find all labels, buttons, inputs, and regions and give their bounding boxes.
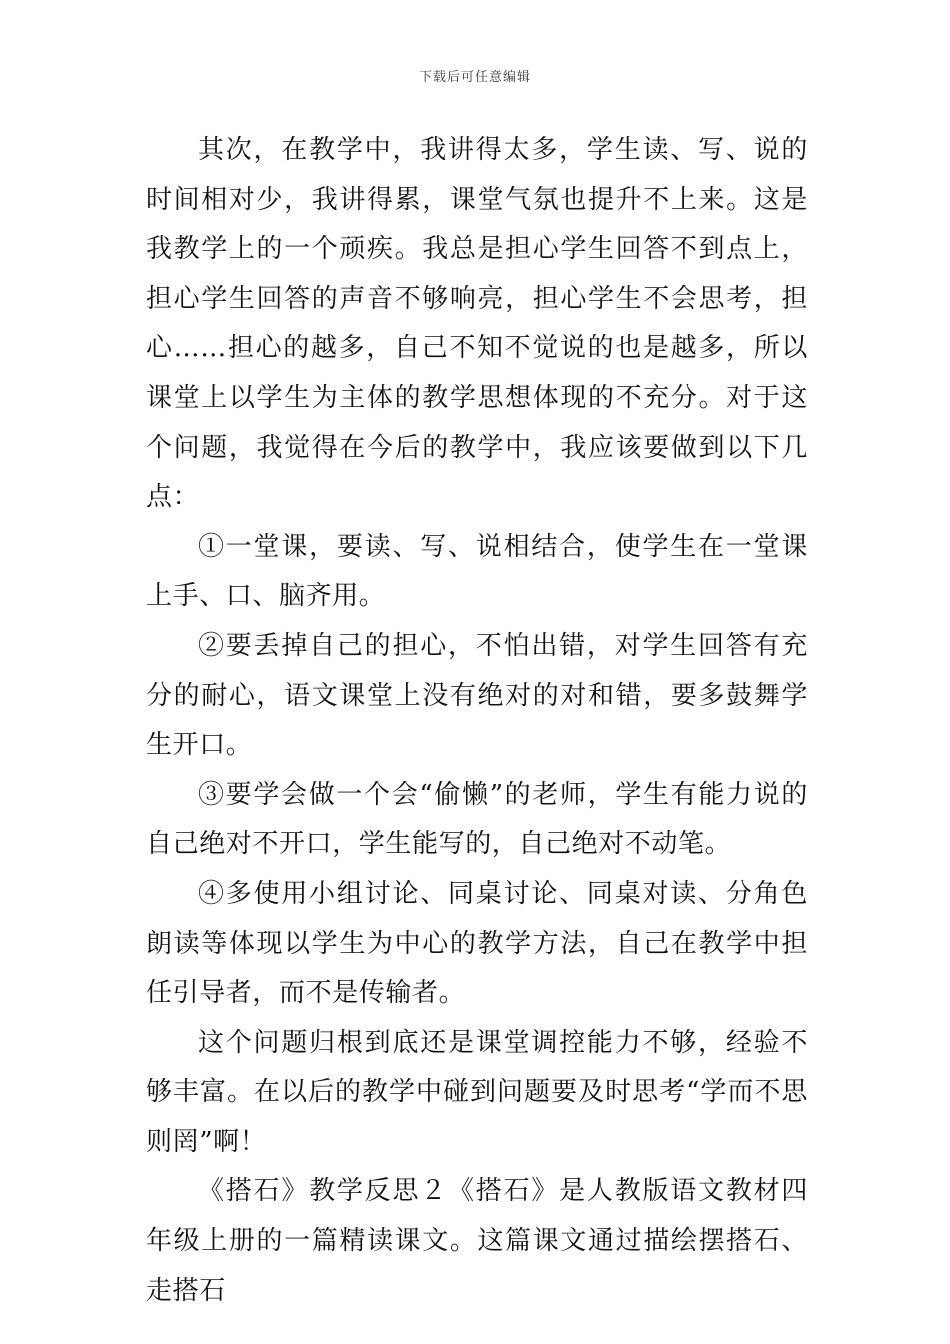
paragraph: 这个问题归根到底还是课堂调控能力不够，经验不够丰富。在以后的教学中碰到问题要及时思考“学而不思则罔”啊！ [146,1027,808,1157]
paragraph: 《搭石》教学反思２《搭石》是人教版语文教材四年级上册的一篇精读课文。这篇课文通过描绘摆搭石、走搭石 [146,1176,808,1306]
paragraph: ④多使用小组讨论、同桌讨论、同桌对读、分角色朗读等体现以学生为中心的教学方法，自己在教学中担任引导者，而不是传输者。 [146,878,808,1009]
paragraph: ①一堂课，要读、写、说相结合，使学生在一堂课上手、口、脑齐用。 [146,531,808,612]
paragraph: 其次，在教学中，我讲得太多，学生读、写、说的时间相对少，我讲得累，课堂气氛也提升不上来。这是我教学上的一个顽疾。我总是担心学生回答不到点上，担心学生回答的声音不够响亮，担心学生不会思考，担心……担心的越多，自己不知不觉说的也是越多，所以课堂上以学生为主体的教学思想体现的不充分。对于这个问题，我觉得在今后的教学中，我应该要做到以下几点： [146,135,808,513]
paragraph: ③要学会做一个会“偷懒”的老师，学生有能力说的自己绝对不开口，学生能写的，自己绝对不动笔。 [146,779,808,860]
page-header: 下载后可任意编辑 [418,70,531,85]
document-body [146,126,808,1316]
paragraph: ②要丢掉自己的担心，不怕出错，对学生回答有充分的耐心，语文课堂上没有绝对的对和错，要多鼓舞学生开口。 [146,630,808,761]
